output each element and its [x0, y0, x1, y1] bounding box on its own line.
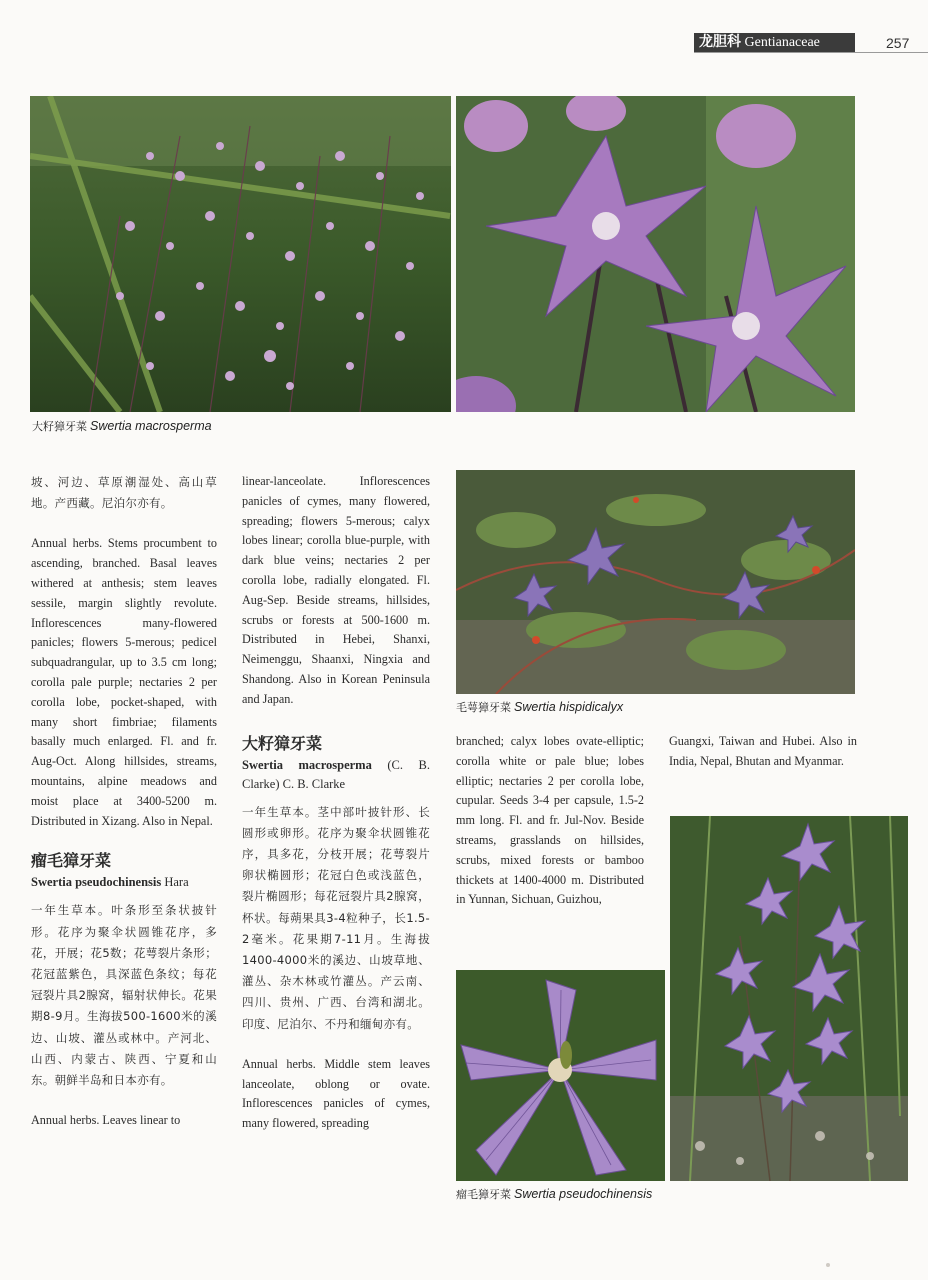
- paragraph-zh-macrosperma: 一年生草本。茎中部叶披针形、长圆形或卵形。花序为聚伞状圆锥花序，具多花，分枝开展；花萼裂片卵状椭圆形；花冠白色或浅蓝色，裂片椭圆形；每花冠裂片具2腺窝，杯状。每蒴果具3-4粒种子，长1.5-2毫米。花果期7-11月。生海拔1400-4000米的溪边、山坡草地、灌丛、杂木林或竹灌丛。产云南、四川、贵州、广西、台湾和湖北。印度、尼泊尔、不丹和缅甸亦有。: [242, 804, 430, 1031]
- family-name-zh: 龙胆科: [699, 34, 741, 50]
- paragraph-en-pseudochinensis-cont: linear-lanceolate. Inflorescences panicles of cymes, many flowered, spreading; flowers 5-merous; calyx lobes linear; corolla blue-purple, with dark blue veins; nectaries 2 per corolla lobe, radially elongated. Fl. Aug-Sep. Beside streams, hillsides, scrubs or forests at 500-1600 m. Distributed in Hebei, Shanxi, Neimenggu, Shaanxi, Ningxia and Shandong. Also in Korean Peninsula and Japan.: [242, 474, 430, 706]
- paragraph-zh-pseudochinensis: 一年生草本。叶条形至条状披针形。花序为聚伞状圆锥花序，多花，开展；花5数；花萼裂片条形；花冠蓝紫色，具深蓝色条纹；每花冠裂片具2腺窝，辐射状伸长。花果期8-9月。生海拔500-1600米的溪边、山坡、灌丛或林中。产河北、山西、内蒙古、陕西、宁夏和山东。朝鲜半岛和日本亦有。: [31, 903, 217, 1087]
- author-name: (C. B. Clarke) C. B. Clarke: [242, 757, 431, 791]
- author-name: Hara: [164, 875, 189, 890]
- paragraph-en-macrosperma-start: Annual herbs. Middle stem leaves lanceolate, oblong or ovate. Inflorescences panicles of cymes, many flowered, spreading: [242, 1056, 430, 1131]
- swertia-hispidicalyx-photo: [456, 470, 855, 694]
- paragraph-en-pseudochinensis-start: Annual herbs. Leaves linear to: [31, 1113, 181, 1128]
- text-column-4: [669, 732, 857, 772]
- family-name-latin: Gentianaceae: [744, 35, 820, 50]
- page-number: 257: [886, 35, 910, 51]
- paragraph-en-macrosperma-end: Guangxi, Taiwan and Hubei. Also in India, Nepal, Bhutan and Myanmar.: [669, 734, 857, 768]
- caption-swertia-macrosperma: [32, 418, 212, 434]
- latin-name: Swertia pseudochinensis: [31, 875, 162, 890]
- paragraph-en-hispidicalyx: Annual herbs. Stems procumbent to ascending, branched. Basal leaves withered at anthesis; stem leaves sessile, margin slightly revolute. Inflorescences many-flowered panicles; flowers 5-merous; pedicel subquadrangular, up to 3.5 cm long; corolla pale purple; nectaries 2 per corolla lobe, pocket-shaped, with many short fimbriae; filaments basally much enlarged. Fl. and fr. Aug-Oct. Along hillsides, streams, mountains, alpine meadows and moist place at 3400-5200 m. Distributed in Xizang. Also in Nepal.: [31, 536, 217, 828]
- species-heading-zh-pseudochinensis: 瘤毛獐牙菜: [31, 851, 112, 871]
- swertia-macrosperma-flower-closeup-photo: [456, 96, 855, 412]
- latin-name: Swertia macrosperma: [242, 757, 372, 772]
- text-column-1: [31, 472, 217, 1131]
- caption-zh: 毛萼獐牙菜: [456, 701, 511, 714]
- paragraph-en-macrosperma-cont: branched; calyx lobes ovate-elliptic; corolla white or pale blue; lobes elliptic; nectaries 2 per corolla lobe, cupular. Seeds 3-4 per capsule, 1.5-2 mm long. Fl. and fr. Jul-Nov. Beside streams, grasslands on hillsides, scrubs, mixed forests or bamboo thickets at 1400-4000 m. Distributed in Yunnan, Sichuan, Guizhou,: [456, 734, 644, 907]
- text-column-3: [456, 732, 644, 910]
- page-mark-dot: [826, 1263, 830, 1267]
- species-heading-zh-macrosperma: 大籽獐牙菜: [242, 733, 323, 753]
- caption-latin: Swertia macrosperma: [90, 419, 212, 433]
- caption-latin: Swertia pseudochinensis: [514, 1187, 653, 1201]
- text-column-2: [242, 472, 430, 1134]
- caption-zh: 瘤毛獐牙菜: [456, 1188, 511, 1201]
- caption-latin: Swertia hispidicalyx: [514, 700, 624, 714]
- species-heading-latin-macrosperma: [242, 756, 430, 794]
- swertia-pseudochinensis-plant-photo: [670, 816, 908, 1181]
- caption-swertia-hispidicalyx: [456, 699, 623, 715]
- caption-zh: 大籽獐牙菜: [32, 420, 87, 433]
- header-rule: [694, 52, 928, 53]
- swertia-pseudochinensis-flower-closeup-photo: [456, 970, 665, 1181]
- species-heading-latin-pseudochinensis: [31, 873, 217, 892]
- swertia-macrosperma-meadow-photo: [30, 96, 451, 412]
- paragraph-zh-continued: 坡、河边、草原潮湿处、高山草地。产西藏。尼泊尔亦有。: [31, 475, 217, 511]
- caption-swertia-pseudochinensis: [456, 1186, 652, 1202]
- family-tag: [694, 33, 855, 52]
